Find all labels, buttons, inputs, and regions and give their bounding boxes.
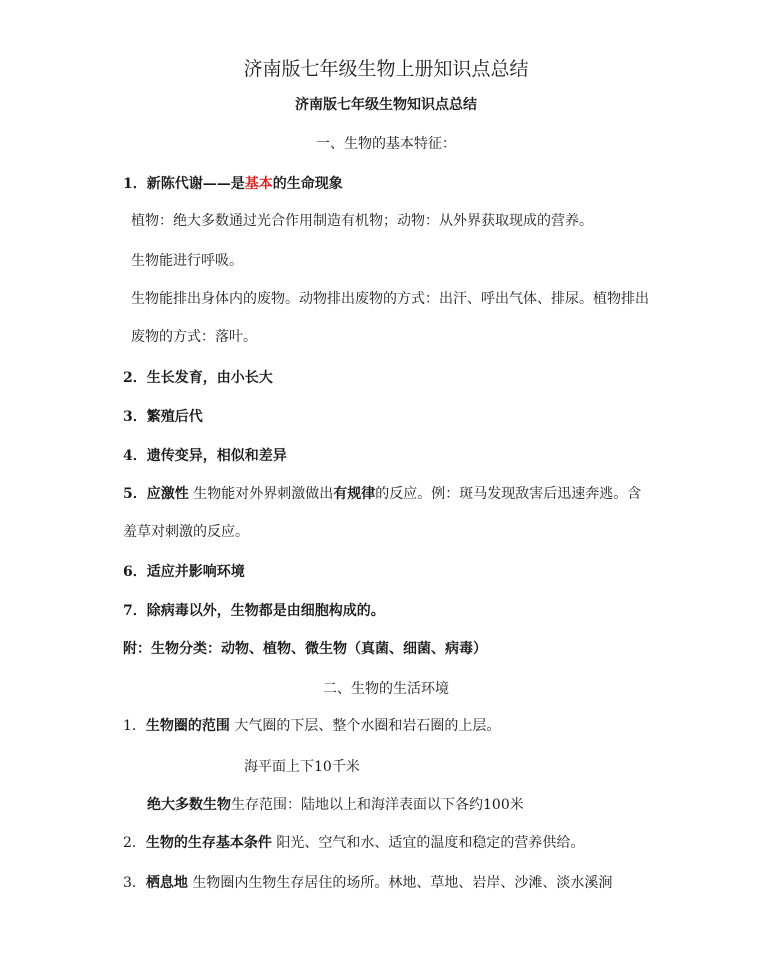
- most-organisms-text: 生存范围：陆地以上和海洋表面以下各约100米: [231, 797, 524, 813]
- biosphere-text: 大气圈的下层、整个水圈和岩石圈的上层。: [234, 718, 501, 734]
- biosphere-line: [123, 716, 500, 736]
- item-5-text-b: 的反应。例：斑马发现敌害后迅速奔逃。含: [375, 486, 642, 502]
- section-heading-2: 二、生物的生活环境: [323, 681, 449, 697]
- most-organisms-line: [147, 795, 524, 815]
- item-1-text-b: 的生命现象: [272, 176, 343, 192]
- habitat-number: 3．: [123, 875, 146, 891]
- item-6: 6．适应并影响环境: [123, 564, 245, 580]
- item-7: 7．除病毒以外，生物都是由细胞构成的。: [123, 603, 385, 619]
- section-heading-1: 一、生物的基本特征：: [316, 136, 456, 152]
- item-1-number: 1．: [123, 176, 147, 192]
- biosphere-heading: 生物圈的范围: [145, 718, 230, 734]
- item-5: [123, 484, 641, 504]
- conditions-text: 阳光、空气和水、适宜的温度和稳定的营养供给。: [276, 835, 585, 851]
- sea-level-line: 海平面上下10千米: [244, 759, 360, 775]
- item-5-line-2: 羞草对刺激的反应。: [123, 524, 249, 540]
- item-3: 3．繁殖后代: [123, 409, 203, 425]
- habitat-text: 生物圈内生物生存居住的场所。林地、草地、岩岸、沙滩、淡水溪涧: [192, 875, 613, 891]
- item-1: [123, 174, 343, 194]
- item-5-heading: 5．应激性: [123, 486, 189, 502]
- document-title: 济南版七年级生物上册知识点总结: [243, 58, 529, 80]
- item-5-text-a: 生物能对外界刺激做出: [193, 486, 334, 502]
- item-1-text-a: 新陈代谢——是: [146, 176, 245, 192]
- document-subtitle: 济南版七年级生物知识点总结: [295, 97, 477, 113]
- biosphere-number: 1．: [123, 718, 146, 734]
- conditions-number: 2．: [123, 835, 146, 851]
- conditions-heading: 生物的生存基本条件: [145, 835, 272, 851]
- item-2: 2．生长发育，由小长大: [123, 370, 273, 386]
- item-1-highlight: 基本: [244, 176, 273, 192]
- breathing-line: 生物能进行呼吸。: [131, 253, 243, 269]
- habitat-line: [123, 873, 612, 893]
- plant-animal-line: 植物：绝大多数通过光合作用制造有机物；动物：从外界获取现成的营养。: [131, 213, 593, 229]
- conditions-line: [123, 833, 584, 853]
- habitat-heading: 栖息地: [145, 875, 188, 891]
- waste-line-1: 生物能排出身体内的废物。动物排出废物的方式：出汗、呼出气体、排尿。植物排出: [131, 291, 649, 307]
- item-4: 4．遗传变异，相似和差异: [123, 448, 287, 464]
- appendix-line: 附：生物分类：动物、植物、微生物（真菌、细菌、病毒）: [123, 641, 487, 657]
- waste-line-2: 废物的方式：落叶。: [131, 329, 257, 345]
- most-organisms-heading: 绝大多数生物: [147, 797, 231, 813]
- item-5-bold: 有规律: [333, 486, 376, 502]
